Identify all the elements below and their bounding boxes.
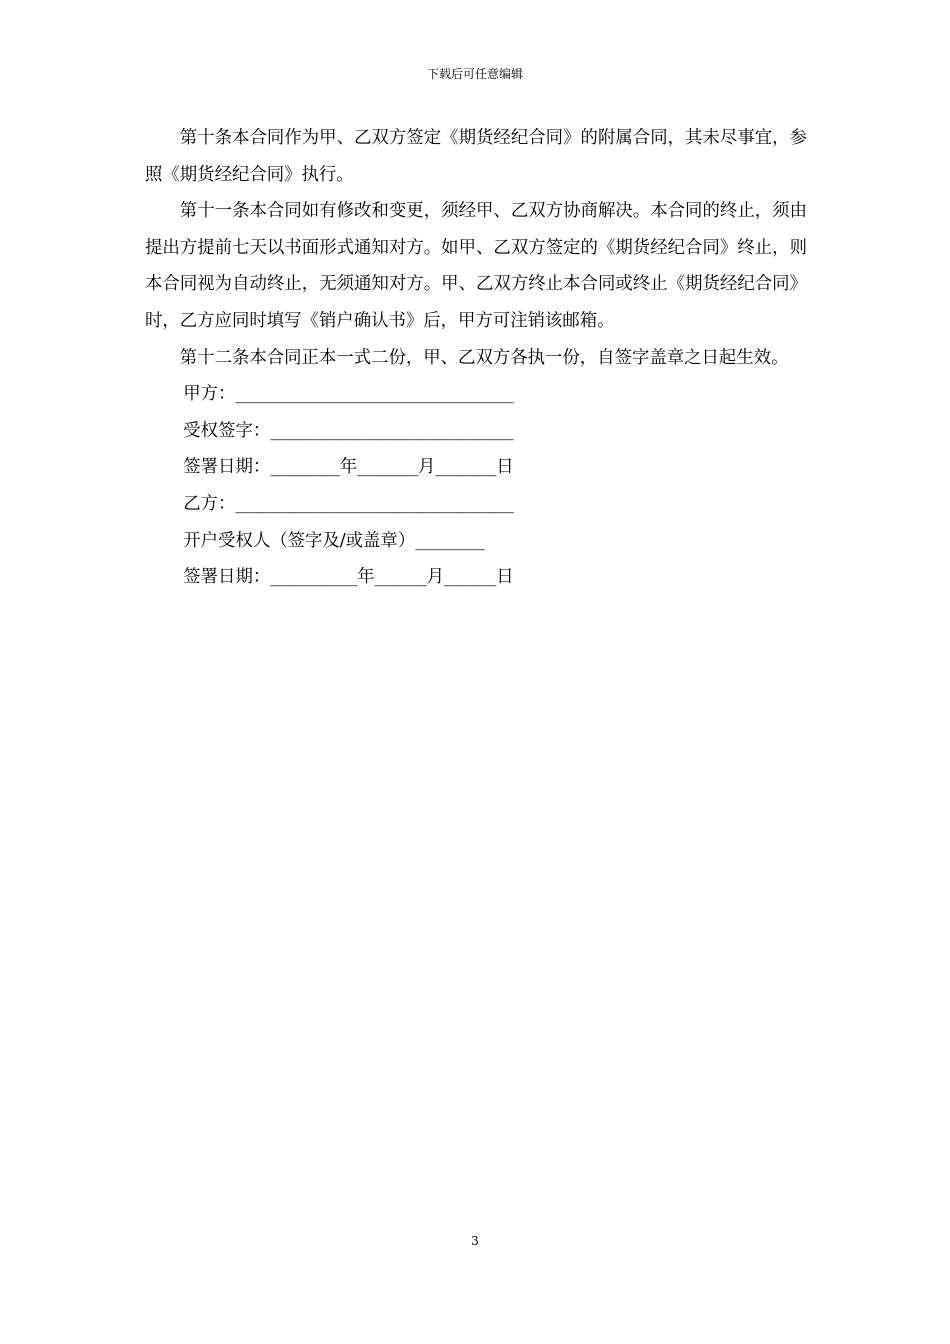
account-authorized-line: 开户受权人（签字及/或盖章）________ — [183, 530, 485, 551]
party-b-line: 乙方：________________________________ — [183, 493, 514, 514]
clause-12: 第十二条本合同正本一式二份，甲、乙双方各执一份，自签字盖章之日起生效。 — [179, 347, 789, 368]
document-body — [145, 120, 807, 596]
party-a-line: 甲方：________________________________ — [183, 384, 514, 405]
page-number: 3 — [471, 1234, 479, 1248]
authorized-sign-line: 受权签字：____________________________ — [183, 420, 514, 441]
page-header: 下载后可任意编辑 — [426, 67, 523, 81]
sign-date-b-line: 签署日期：__________年______月______日 — [183, 567, 514, 588]
clause-10: 第十条本合同作为甲、乙双方签定《期货经纪合同》的附属合同，其未尽事宜，参照《期货经纪合同》执行。 — [145, 128, 807, 185]
clause-11: 第十一条本合同如有修改和变更，须经甲、乙双方协商解决。本合同的终止，须由提出方提前七天以书面形式通知对方。如甲、乙双方签定的《期货经纪合同》终止，则本合同视为自动终止，无须通知对方。甲、乙双方终止本合同或终止《期货经纪合同》时，乙方应同时填写《销户确认书》后，甲方可注销该邮箱。 — [145, 201, 807, 331]
sign-date-a-line: 签署日期：________年_______月_______日 — [183, 457, 514, 478]
